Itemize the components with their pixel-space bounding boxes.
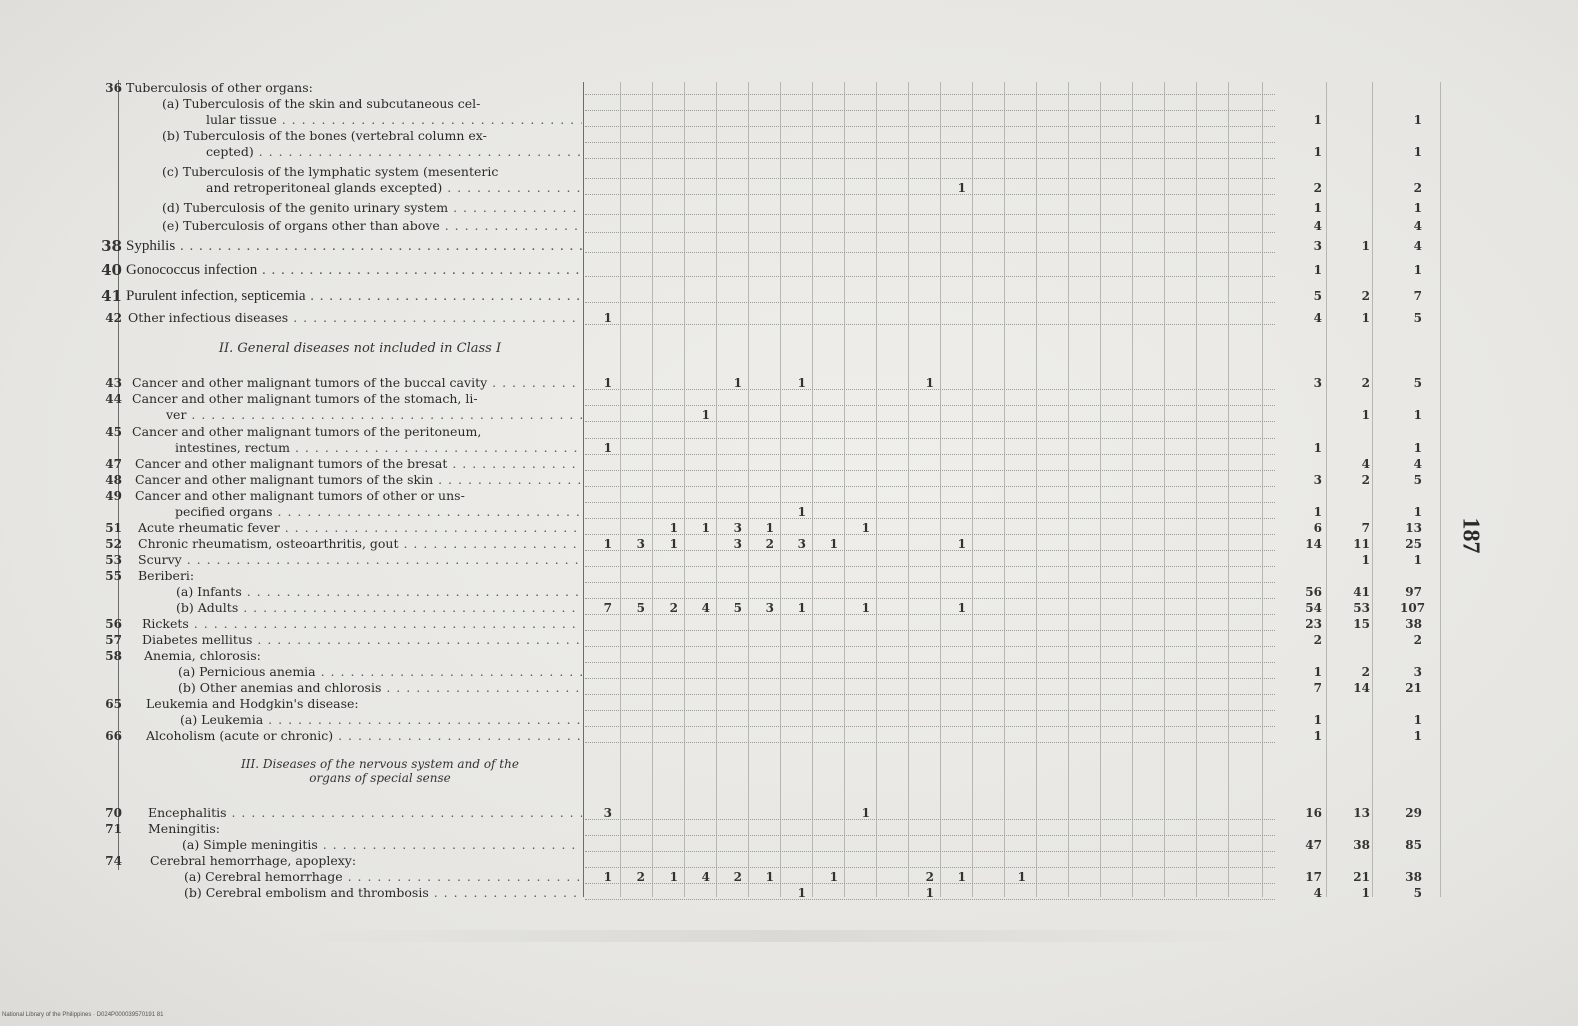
row-number: 74 xyxy=(105,854,122,868)
table-row xyxy=(0,805,1578,821)
row-label: Other infectious diseases . . . xyxy=(128,310,582,326)
table-cell: 2 xyxy=(733,870,742,884)
row-label: (d) Tuberculosis of the genito urinary system . . . xyxy=(162,200,582,216)
row-label: Encephalitis . . . xyxy=(148,805,582,821)
total-cell: 13 xyxy=(1405,521,1422,535)
total-female-cell: 1 xyxy=(1361,239,1370,253)
total-cell: 1 xyxy=(1413,408,1422,422)
table-cell: 4 xyxy=(701,870,710,884)
total-male-cell: 3 xyxy=(1313,376,1322,390)
total-cell: 1 xyxy=(1413,553,1422,567)
page-number: 187 xyxy=(1457,517,1484,554)
table-cell: 1 xyxy=(797,601,806,615)
total-cell: 25 xyxy=(1405,537,1422,551)
table-cell: 1 xyxy=(733,376,742,390)
total-female-cell: 1 xyxy=(1361,886,1370,900)
total-male-cell: 1 xyxy=(1313,505,1322,519)
total-cell: 1 xyxy=(1413,441,1422,455)
row-label: Cancer and other malignant tumors of other or uns- xyxy=(135,488,465,503)
total-male-cell: 56 xyxy=(1305,585,1322,599)
row-label: Tuberculosis of other organs: xyxy=(126,80,313,95)
table-cell: 1 xyxy=(957,537,966,551)
table-row xyxy=(0,648,1578,664)
row-label: (a) Tuberculosis of the skin and subcutaneous cel- xyxy=(162,96,481,111)
row-label: (a) Leukemia . . . xyxy=(180,712,582,728)
row-label: Leukemia and Hodgkin's disease: xyxy=(146,696,359,711)
table-row xyxy=(0,472,1578,488)
row-number: 44 xyxy=(105,392,122,406)
table-row xyxy=(0,584,1578,600)
total-cell: 1 xyxy=(1413,201,1422,215)
total-male-cell: 4 xyxy=(1313,886,1322,900)
table-row xyxy=(0,456,1578,472)
table-cell: 1 xyxy=(861,806,870,820)
table-row xyxy=(0,80,1578,96)
total-female-cell: 53 xyxy=(1353,601,1370,615)
table-cell: 1 xyxy=(1017,870,1026,884)
table-cell: 1 xyxy=(765,521,774,535)
table-cell: 1 xyxy=(861,601,870,615)
table-row xyxy=(0,568,1578,584)
total-male-cell: 4 xyxy=(1313,311,1322,325)
table-cell: 2 xyxy=(636,870,645,884)
table-row xyxy=(0,288,1578,304)
total-male-cell: 6 xyxy=(1313,521,1322,535)
scan-footer: National Library of the Philippines · D024P000039570191 81 xyxy=(2,1012,164,1018)
table-row xyxy=(0,616,1578,632)
row-number: 53 xyxy=(105,553,122,567)
row-label: ver . . . xyxy=(166,407,582,423)
table-cell: 2 xyxy=(765,537,774,551)
row-label: Cancer and other malignant tumors of the peritoneum, xyxy=(132,424,482,439)
table-cell: 1 xyxy=(603,441,612,455)
table-cell: 1 xyxy=(829,537,838,551)
total-cell: 5 xyxy=(1413,376,1422,390)
row-label: (c) Tuberculosis of the lymphatic system (mesenteric xyxy=(162,164,499,179)
total-female-cell: 14 xyxy=(1353,681,1370,695)
table-row xyxy=(0,536,1578,552)
total-male-cell: 1 xyxy=(1313,713,1322,727)
table-row xyxy=(0,164,1578,180)
table-cell: 3 xyxy=(603,806,612,820)
table-cell: 2 xyxy=(925,870,934,884)
total-cell: 4 xyxy=(1413,239,1422,253)
table-cell: 1 xyxy=(701,521,710,535)
row-number: 47 xyxy=(105,457,122,471)
table-row xyxy=(0,391,1578,407)
total-cell: 1 xyxy=(1413,713,1422,727)
total-male-cell: 1 xyxy=(1313,441,1322,455)
table-row xyxy=(0,200,1578,216)
total-male-cell: 3 xyxy=(1313,239,1322,253)
row-label: (b) Other anemias and chlorosis . . . xyxy=(178,680,582,696)
total-male-cell: 1 xyxy=(1313,729,1322,743)
row-number: 71 xyxy=(105,822,122,836)
total-female-cell: 15 xyxy=(1353,617,1370,631)
total-male-cell: 1 xyxy=(1313,145,1322,159)
total-cell: 29 xyxy=(1405,806,1422,820)
total-cell: 4 xyxy=(1413,219,1422,233)
table-row xyxy=(0,96,1578,112)
row-label: (a) Infants . . . xyxy=(176,584,582,600)
row-number: 40 xyxy=(101,261,122,279)
total-cell: 4 xyxy=(1413,457,1422,471)
total-cell: 5 xyxy=(1413,886,1422,900)
total-female-cell: 41 xyxy=(1353,585,1370,599)
total-female-cell: 2 xyxy=(1361,289,1370,303)
row-number: 38 xyxy=(101,237,122,255)
class-3-heading-line1: III. Diseases of the nervous system and of the xyxy=(241,757,519,771)
row-label: Anemia, chlorosis: xyxy=(144,648,261,663)
total-female-cell: 13 xyxy=(1353,806,1370,820)
total-male-cell: 3 xyxy=(1313,473,1322,487)
row-number: 57 xyxy=(105,633,122,647)
row-number: 58 xyxy=(105,649,122,663)
row-label: Acute rheumatic fever . . . xyxy=(138,520,582,536)
row-label: Syphilis . . . xyxy=(126,238,582,254)
row-label: lular tissue . . . xyxy=(206,112,582,128)
total-female-cell: 1 xyxy=(1361,408,1370,422)
table-cell: 1 xyxy=(957,870,966,884)
total-female-cell: 1 xyxy=(1361,553,1370,567)
table-cell: 1 xyxy=(603,376,612,390)
table-row xyxy=(0,696,1578,712)
total-cell: 2 xyxy=(1413,633,1422,647)
total-cell: 21 xyxy=(1405,681,1422,695)
row-number: 45 xyxy=(105,425,122,439)
table-row xyxy=(0,821,1578,837)
class-2-heading: II. General diseases not included in Class I xyxy=(218,341,502,356)
total-female-cell: 11 xyxy=(1353,537,1370,551)
table-cell: 5 xyxy=(733,601,742,615)
table-cell: 1 xyxy=(603,870,612,884)
row-number: 56 xyxy=(105,617,122,631)
row-label: pecified organs . . . xyxy=(175,504,582,520)
row-number: 66 xyxy=(105,729,122,743)
table-cell: 1 xyxy=(669,870,678,884)
row-label: Chronic rheumatism, osteoarthritis, gout . . . xyxy=(138,536,582,552)
table-cell: 3 xyxy=(733,521,742,535)
total-male-cell: 1 xyxy=(1313,113,1322,127)
table-cell: 1 xyxy=(925,886,934,900)
table-row xyxy=(0,112,1578,128)
table-cell: 1 xyxy=(925,376,934,390)
table-cell: 1 xyxy=(797,505,806,519)
total-cell: 1 xyxy=(1413,729,1422,743)
total-female-cell: 1 xyxy=(1361,311,1370,325)
table-row xyxy=(0,488,1578,504)
total-male-cell: 5 xyxy=(1313,289,1322,303)
table-row xyxy=(0,218,1578,234)
total-cell: 38 xyxy=(1405,870,1422,884)
row-label: (a) Simple meningitis . . . xyxy=(182,837,582,853)
row-number: 43 xyxy=(105,376,122,390)
row-label: Scurvy . . . xyxy=(138,552,582,568)
table-row xyxy=(0,869,1578,885)
table-row xyxy=(0,712,1578,728)
table-row xyxy=(0,885,1578,901)
row-label: Meningitis: xyxy=(148,821,220,836)
table-row xyxy=(0,440,1578,456)
table-cell: 7 xyxy=(603,601,612,615)
row-number: 65 xyxy=(105,697,122,711)
total-male-cell: 54 xyxy=(1305,601,1322,615)
table-cell: 1 xyxy=(957,601,966,615)
total-female-cell: 2 xyxy=(1361,665,1370,679)
table-cell: 4 xyxy=(701,601,710,615)
table-cell: 1 xyxy=(797,886,806,900)
table-cell: 5 xyxy=(636,601,645,615)
total-male-cell: 23 xyxy=(1305,617,1322,631)
table-row xyxy=(0,424,1578,440)
total-male-cell: 14 xyxy=(1305,537,1322,551)
table-row xyxy=(0,262,1578,278)
total-cell: 1 xyxy=(1413,505,1422,519)
table-row xyxy=(0,310,1578,326)
table-row xyxy=(0,664,1578,680)
total-male-cell: 17 xyxy=(1305,870,1322,884)
row-label: (b) Cerebral embolism and thrombosis . . . xyxy=(184,885,582,901)
total-cell: 97 xyxy=(1405,585,1422,599)
row-number: 41 xyxy=(101,287,122,305)
table-row xyxy=(0,853,1578,869)
table-row xyxy=(0,837,1578,853)
row-label: (a) Pernicious anemia . . . xyxy=(178,664,582,680)
total-cell: 1 xyxy=(1413,145,1422,159)
row-label: Beriberi: xyxy=(138,568,195,583)
total-female-cell: 38 xyxy=(1353,838,1370,852)
table-row xyxy=(0,632,1578,648)
table-cell: 3 xyxy=(636,537,645,551)
table-cell: 3 xyxy=(765,601,774,615)
table-row xyxy=(0,144,1578,160)
row-number: 36 xyxy=(105,81,122,95)
row-label: Gonococcus infection . . . xyxy=(126,262,582,278)
total-cell: 2 xyxy=(1413,181,1422,195)
total-male-cell: 4 xyxy=(1313,219,1322,233)
row-number: 48 xyxy=(105,473,122,487)
table-cell: 1 xyxy=(797,376,806,390)
total-cell: 5 xyxy=(1413,311,1422,325)
table-row xyxy=(0,375,1578,391)
row-number: 51 xyxy=(105,521,122,535)
row-label: Purulent infection, septicemia . . . xyxy=(126,288,582,304)
row-label: (b) Adults . . . xyxy=(176,600,582,616)
row-label: (a) Cerebral hemorrhage . . . xyxy=(184,869,582,885)
total-cell: 1 xyxy=(1413,263,1422,277)
total-male-cell: 1 xyxy=(1313,263,1322,277)
total-female-cell: 7 xyxy=(1361,521,1370,535)
row-label: Cancer and other malignant tumors of the stomach, li- xyxy=(132,391,478,406)
table-row xyxy=(0,504,1578,520)
total-male-cell: 7 xyxy=(1313,681,1322,695)
row-number: 42 xyxy=(105,311,122,325)
table-row xyxy=(0,600,1578,616)
row-label: Cancer and other malignant tumors of the buccal cavity . . . xyxy=(132,375,582,391)
row-label: and retroperitoneal glands excepted) . . . xyxy=(206,180,582,196)
row-label: Cancer and other malignant tumors of the skin . . . xyxy=(135,472,582,488)
total-cell: 5 xyxy=(1413,473,1422,487)
total-cell: 7 xyxy=(1413,289,1422,303)
table-row xyxy=(0,728,1578,744)
row-label: Cancer and other malignant tumors of the bresat . . . xyxy=(135,456,582,472)
total-male-cell: 1 xyxy=(1313,201,1322,215)
table-cell: 1 xyxy=(701,408,710,422)
table-cell: 1 xyxy=(861,521,870,535)
table-cell: 1 xyxy=(669,537,678,551)
row-number: 52 xyxy=(105,537,122,551)
row-number: 70 xyxy=(105,806,122,820)
total-female-cell: 4 xyxy=(1361,457,1370,471)
row-label: intestines, rectum . . . xyxy=(175,440,582,456)
table-row xyxy=(0,128,1578,144)
total-cell: 107 xyxy=(1400,601,1426,615)
total-male-cell: 2 xyxy=(1313,633,1322,647)
class-3-heading-line2: organs of special sense xyxy=(309,771,451,785)
table-row xyxy=(0,407,1578,423)
total-cell: 85 xyxy=(1405,838,1422,852)
row-label: Alcoholism (acute or chronic) . . . xyxy=(146,728,582,744)
table-row xyxy=(0,180,1578,196)
table-row xyxy=(0,238,1578,254)
total-female-cell: 21 xyxy=(1353,870,1370,884)
table-cell: 2 xyxy=(669,601,678,615)
row-label: Cerebral hemorrhage, apoplexy: xyxy=(150,853,357,868)
row-label: Rickets . . . xyxy=(142,616,582,632)
total-cell: 38 xyxy=(1405,617,1422,631)
total-male-cell: 16 xyxy=(1305,806,1322,820)
table-row xyxy=(0,680,1578,696)
table-row xyxy=(0,520,1578,536)
table-cell: 1 xyxy=(765,870,774,884)
table-cell: 3 xyxy=(797,537,806,551)
total-male-cell: 1 xyxy=(1313,665,1322,679)
row-label: (b) Tuberculosis of the bones (vertebral column ex- xyxy=(162,128,487,143)
row-number: 55 xyxy=(105,569,122,583)
total-cell: 3 xyxy=(1413,665,1422,679)
table-cell: 1 xyxy=(669,521,678,535)
row-number: 49 xyxy=(105,489,122,503)
table-cell: 1 xyxy=(957,181,966,195)
table-row xyxy=(0,552,1578,568)
table-cell: 1 xyxy=(603,537,612,551)
row-label: Diabetes mellitus . . . xyxy=(142,632,582,648)
total-female-cell: 2 xyxy=(1361,376,1370,390)
total-male-cell: 47 xyxy=(1305,838,1322,852)
total-cell: 1 xyxy=(1413,113,1422,127)
row-label: cepted) . . . xyxy=(206,144,582,160)
table-cell: 1 xyxy=(829,870,838,884)
table-cell: 1 xyxy=(603,311,612,325)
total-male-cell: 2 xyxy=(1313,181,1322,195)
table-cell: 3 xyxy=(733,537,742,551)
total-female-cell: 2 xyxy=(1361,473,1370,487)
row-label: (e) Tuberculosis of organs other than above . . . xyxy=(162,218,582,234)
